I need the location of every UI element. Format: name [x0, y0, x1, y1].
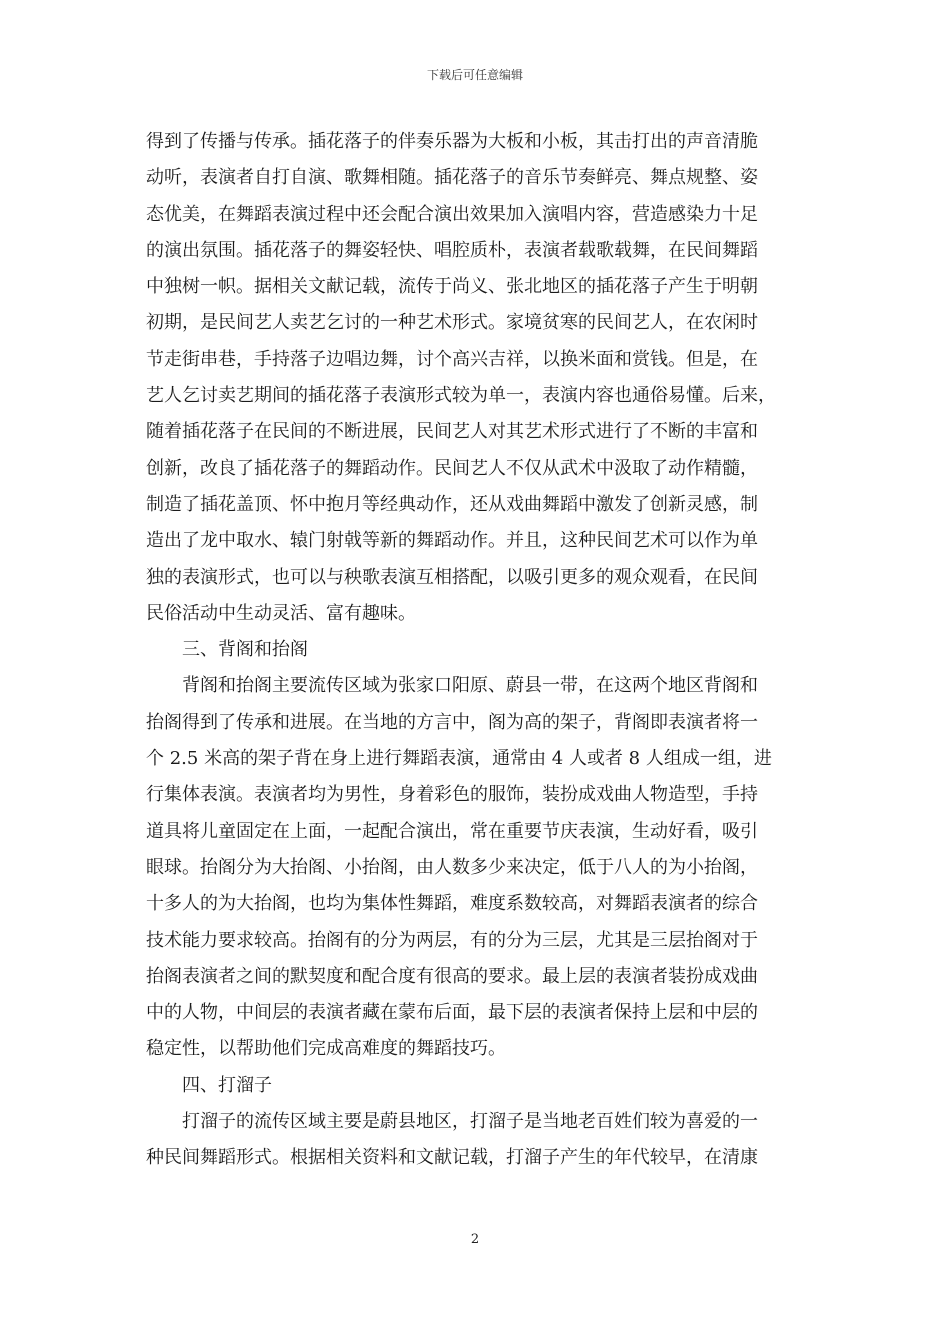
body-line: 独的表演形式，也可以与秧歌表演互相搭配，以吸引更多的观众观看，在民间: [146, 566, 758, 588]
body-line: 个 2.5 米高的架子背在身上进行舞蹈表演，通常由 4 人或者 8 人组成一组，进: [146, 748, 772, 770]
body-line: 抬阁得到了传承和进展。在当地的方言中，阁为高的架子，背阁即表演者将一: [146, 711, 758, 733]
body-line: 中独树一帜。据相关文献记载，流传于尚义、张北地区的插花落子产生于明朝: [146, 276, 758, 298]
body-line: 中的人物，中间层的表演者藏在蒙布后面，最下层的表演者保持上层和中层的: [146, 1002, 758, 1024]
paragraph-first-line: 打溜子的流传区域主要是蔚县地区，打溜子是当地老百姓们较为喜爱的一: [182, 1111, 758, 1133]
section-heading: 三、背阁和抬阁: [182, 639, 308, 661]
page-number: 2: [470, 1232, 480, 1247]
body-line: 初期，是民间艺人卖艺乞讨的一种艺术形式。家境贫寒的民间艺人，在农闲时: [146, 312, 758, 334]
body-line: 节走街串巷，手持落子边唱边舞，讨个高兴吉祥，以换米面和赏钱。但是，在: [146, 348, 758, 370]
body-line: 得到了传播与传承。插花落子的伴奏乐器为大板和小板，其击打出的声音清脆: [146, 131, 758, 152]
body-line: 道具将儿童固定在上面，一起配合演出，常在重要节庆表演，生动好看，吸引: [146, 820, 758, 842]
body-line: 行集体表演。表演者均为男性，身着彩色的服饰，装扮成戏曲人物造型，手持: [146, 784, 758, 806]
body-line: 动听，表演者自打自演、歌舞相随。插花落子的音乐节奏鲜亮、舞点规整、姿: [146, 167, 758, 189]
body-line: 态优美，在舞蹈表演过程中还会配合演出效果加入演唱内容，营造感染力十足: [146, 203, 758, 225]
body-line: 十多人的为大抬阁，也均为集体性舞蹈，难度系数较高，对舞蹈表演者的综合: [146, 893, 758, 915]
body-line: 稳定性，以帮助他们完成高难度的舞蹈技巧。: [146, 1038, 506, 1060]
body-line: 随着插花落子在民间的不断进展，民间艺人对其艺术形式进行了不断的丰富和: [146, 421, 758, 443]
document-body: [146, 124, 822, 1177]
body-line: 创新，改良了插花落子的舞蹈动作。民间艺人不仅从武术中汲取了动作精髓，: [146, 457, 758, 479]
body-line: 造出了龙中取水、辕门射戟等新的舞蹈动作。并且，这种民间艺术可以作为单: [146, 530, 758, 552]
body-line: 的演出氛围。插花落子的舞姿轻快、唱腔质朴，表演者载歌载舞，在民间舞蹈: [146, 239, 758, 261]
body-line: 技术能力要求较高。抬阁有的分为两层，有的分为三层，尤其是三层抬阁对于: [146, 929, 758, 951]
body-line: 抬阁表演者之间的默契度和配合度有很高的要求。最上层的表演者装扮成戏曲: [146, 965, 758, 987]
body-line: 制造了插花盖顶、怀中抱月等经典动作，还从戏曲舞蹈中激发了创新灵感，制: [146, 493, 758, 515]
body-line: 眼球。抬阁分为大抬阁、小抬阁，由人数多少来决定，低于八人的为小抬阁，: [146, 856, 758, 878]
section-heading: 四、打溜子: [182, 1074, 272, 1096]
body-line: 民俗活动中生动灵活、富有趣味。: [146, 602, 416, 624]
paragraph-first-line: 背阁和抬阁主要流传区域为张家口阳原、蔚县一带，在这两个地区背阁和: [182, 675, 758, 697]
body-line: 种民间舞蹈形式。根据相关资料和文献记载，打溜子产生的年代较早，在清康: [146, 1147, 758, 1169]
page-header: 下载后可任意编辑: [426, 68, 523, 82]
body-line: 艺人乞讨卖艺期间的插花落子表演形式较为单一，表演内容也通俗易懂。后来，: [146, 385, 776, 407]
